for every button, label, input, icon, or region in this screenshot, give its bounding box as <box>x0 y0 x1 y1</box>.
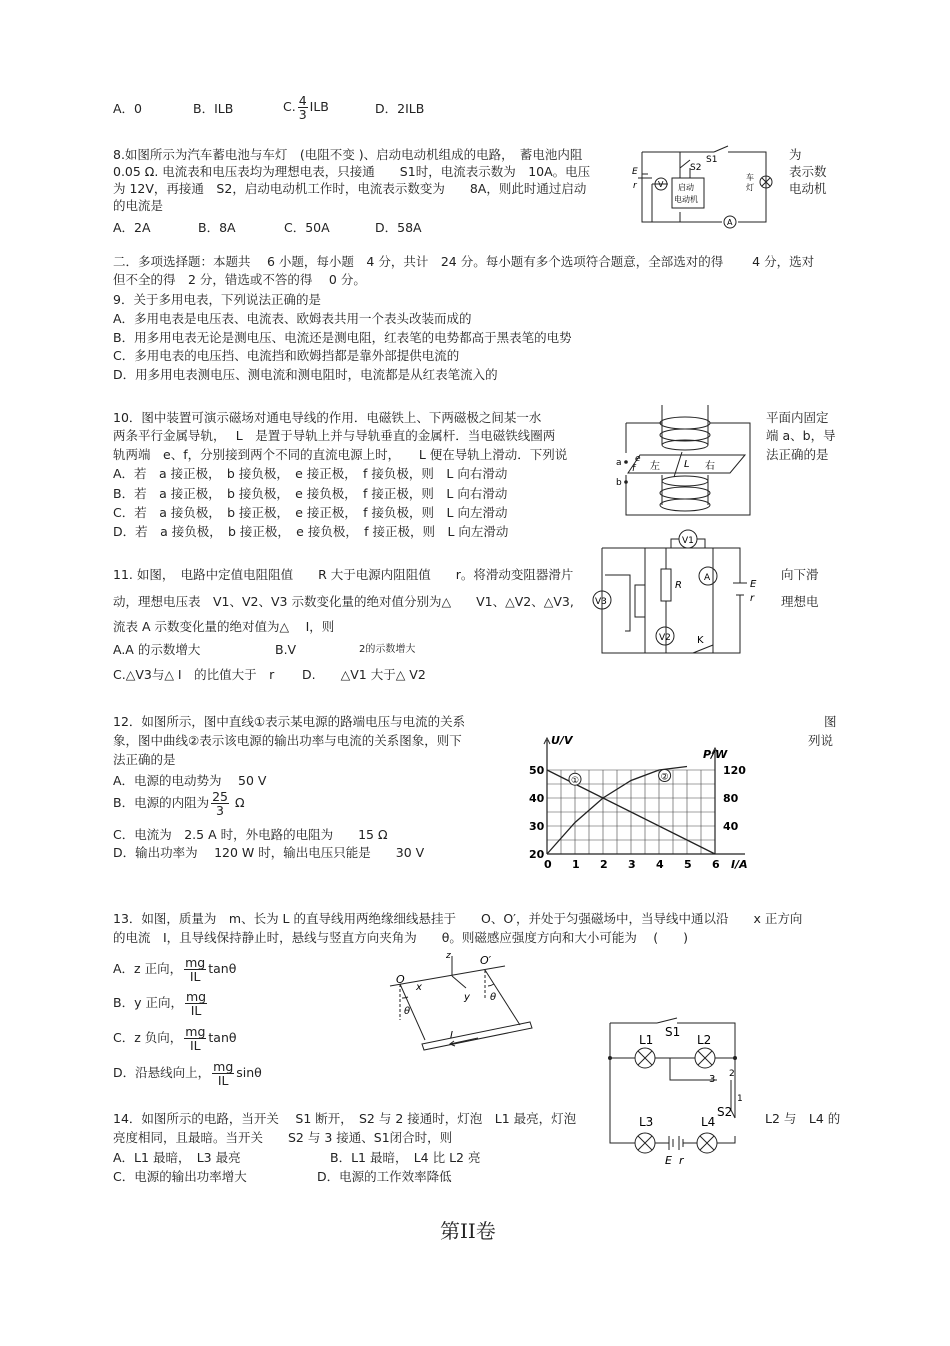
chart-x-label: I/A <box>731 858 748 871</box>
q11-option-d: D. △V1 大于△ V2 <box>302 667 426 682</box>
q13-line-2: 的电流 I，且导线保持静止时，悬线与竖直方向夹角为 θ。则磁感应强度方向和大小可能为 ( ) <box>113 930 689 945</box>
q11-line-1: 11. 如图， 电路中定值电阻阻值 R 大于电源内阻阻值 r。将滑动变阻器滑片 <box>113 567 574 582</box>
section-2-line-1: 二．多项选择题：本题共 6 小题，每小题 4 分，共计 24 分。每小题有多个选项符合题意，全部选对的得 4 分，选对 <box>113 254 815 269</box>
chart-series-2-label: ② <box>660 772 669 783</box>
q13-option-c-fraction: $\frac{mg}{IL}$ <box>185 1024 206 1053</box>
q10-fig-a: a <box>616 458 622 468</box>
q13-option-c: C．z 负向， $\frac{mg}{IL}$ tanθ <box>113 1024 237 1053</box>
q8-fig-r: r <box>633 181 637 191</box>
q10-fig-left: 左 <box>650 461 660 472</box>
q11-circuit-figure <box>585 533 760 661</box>
q10-electromagnet-figure <box>610 405 760 523</box>
chart-x-tick-label: 0 <box>544 858 552 871</box>
q8-fig-motor-2: 电动机 <box>674 195 698 204</box>
q13-option-d: D．沿悬线向上， $\frac{mg}{IL}$ sinθ <box>113 1059 262 1088</box>
chart-y-tick-label: 30 <box>529 820 545 833</box>
q7-option-b: B．ILB <box>193 101 234 116</box>
chart-x-tick-label: 2 <box>600 858 608 871</box>
q13-option-a-fraction: $\frac{mg}{IL}$ <box>185 955 206 984</box>
q11-fig-ammeter: A <box>704 573 711 583</box>
q12-option-b-label: B．电源的内阻为 <box>113 795 210 810</box>
q8-line-2: 0.05 Ω. 电流表和电压表均为理想电表，只接通 S1时，电流表示数为 10A。电压 <box>113 164 591 179</box>
q11-fig-e: E <box>750 579 757 590</box>
section-2-line-2: 但不全的得 2 分，错选或不答的得 0 分。 <box>113 272 366 287</box>
q12-line-1: 12．如图所示，图中直线①表示某电源的路端电压与电流的关系 <box>113 714 466 729</box>
chart-series-1-label: ① <box>571 776 580 787</box>
q11-fig-r: R <box>675 580 682 591</box>
q13-line-1: 13．如图，质量为 m、长为 L 的直导线用两绝缘细线悬挂于 O、O′，并处于匀强磁场中，当导线中通以沿 x 正方向 <box>113 911 803 926</box>
q13-fig-theta-1: θ <box>404 1006 411 1017</box>
q12-option-b-fraction: $\frac{25}{3}$ <box>212 789 228 818</box>
q11-fig-v1: V1 <box>682 536 694 546</box>
q10-right-3: 法正确的是 <box>766 447 829 462</box>
q13-option-b-fraction: $\frac{mg}{IL}$ <box>185 989 207 1018</box>
q14-fig-r: r <box>679 1154 684 1167</box>
q13-fig-x: x <box>416 982 422 993</box>
q14-fig-s1: S1 <box>665 1025 681 1039</box>
chart-y-tick-label: 50 <box>529 764 545 777</box>
chart-x-tick-label: 6 <box>712 858 720 871</box>
q14-fig-e: E <box>665 1154 672 1167</box>
q13-fig-o: O <box>396 973 405 986</box>
q8-line-3: 为 12V，再接通 S2，启动电动机工作时，电流表示数变为 8A，则此时通过启动 <box>113 181 587 196</box>
q10-fig-l: L <box>684 459 690 470</box>
chart-x-tick-label: 4 <box>656 858 664 871</box>
q11-fig-v2: V2 <box>659 633 671 643</box>
q7-option-d: D．2ILB <box>375 101 425 116</box>
q10-right-2: 端 a、b，导 <box>766 428 836 443</box>
chart-y-tick-label: 40 <box>529 792 545 805</box>
q14-option-d: D．电源的工作效率降低 <box>317 1169 452 1184</box>
q8-fig-motor-1: 启动 <box>678 183 694 192</box>
q8-line-1: 8.如图所示为汽车蓄电池与车灯 (电阻不变 )、启动电动机组成的电路， 蓄电池内阻 <box>113 147 583 162</box>
q12-line-2: 象，图中曲线②表示该电源的输出功率与电流的关系图象，则下 <box>113 733 462 748</box>
q13-option-a: A．z 正向， $\frac{mg}{IL}$ tanθ <box>113 955 237 984</box>
q8-right-1: 为 <box>789 147 802 162</box>
section-title: 第II卷 <box>440 1219 496 1243</box>
q14-fig-l3: L3 <box>639 1115 654 1129</box>
q14-circuit-figure <box>605 1018 745 1168</box>
q8-fig-lamp-1: 车 <box>746 173 754 182</box>
q8-fig-ammeter: A <box>727 218 733 227</box>
q12-right-2: 列说 <box>808 733 834 748</box>
q11-option-b: B.V <box>275 642 297 657</box>
q12-right-1: 图 <box>824 714 837 729</box>
q14-fig-l1: L1 <box>639 1033 654 1047</box>
q9-stem: 9．关于多用电表，下列说法正确的是 <box>113 292 321 307</box>
q12-line-3: 法正确的是 <box>113 752 176 767</box>
q14-option-c: C．电源的输出功率增大 <box>113 1169 247 1184</box>
q8-fig-e: E <box>632 167 638 177</box>
chart-x-tick-label: 3 <box>628 858 636 871</box>
q10-line-1: 10．图中装置可演示磁场对通电导线的作用．电磁铁上、下两磁极之间某一水 <box>113 410 542 425</box>
q10-fig-b: b <box>616 478 622 488</box>
q10-fig-f: f <box>632 464 636 474</box>
q11-fig-k: K <box>697 635 704 646</box>
chart-y-label: U/V <box>551 734 573 747</box>
q12-option-a: A．电源的电动势为 50 V <box>113 773 267 788</box>
q9-option-c: C．多用电表的电压挡、电流挡和欧姆挡都是靠外部提供电流的 <box>113 348 460 363</box>
q11-line-3: 流表 A 示数变化量的绝对值为△ I，则 <box>113 619 335 634</box>
q8-line-4: 的电流是 <box>113 198 164 213</box>
q14-line-2: 亮度相同，且最暗。当开关 S2 与 3 接通、S1闭合时，则 <box>113 1130 453 1145</box>
q8-fig-s2: S2 <box>690 163 702 173</box>
q8-option-d: D．58A <box>375 220 422 235</box>
q7-option-c-label: C. <box>283 99 296 114</box>
chart-x-tick-label: 1 <box>572 858 580 871</box>
q11-option-c: C.△V3与△ I 的比值大于 r <box>113 667 275 682</box>
q12-option-d: D．输出功率为 120 W 时，输出电压只能是 30 V <box>113 845 425 860</box>
chart-y2-tick-label: 40 <box>723 820 739 833</box>
q9-option-b: B．用多用电表无论是测电压、电流还是测电阻，红表笔的电势都高于黑表笔的电势 <box>113 330 572 345</box>
q7-fraction: $\frac{4}{3}$ <box>298 93 307 122</box>
q10-option-c: C．若 a 接负极， b 接正极， e 接正极， f 接负极，则 L 向左滑动 <box>113 505 508 520</box>
q11-line-2: 动，理想电压表 V1、V2、V3 示数变化量的绝对值分别为△ V1、△V2、△V3, <box>113 594 574 609</box>
q14-fig-l2: L2 <box>697 1033 712 1047</box>
q11-option-a: A.A 的示数增大 <box>113 642 201 657</box>
chart-y-tick-label: 20 <box>529 848 545 861</box>
q14-fig-terminal-2: 2 <box>729 1069 735 1079</box>
q14-fig-l4: L4 <box>701 1115 716 1129</box>
q8-fig-lamp-2: 灯 <box>746 183 754 192</box>
q11-fig-internal-r: r <box>750 593 755 604</box>
q14-option-a: A．L1 最暗， L3 最亮 <box>113 1150 241 1165</box>
q10-right-1: 平面内固定 <box>766 410 829 425</box>
q8-right-3: 电动机 <box>789 181 827 196</box>
q14-fig-s2: S2 <box>717 1105 733 1119</box>
q12-option-c: C．电流为 2.5 A 时，外电路的电阻为 15 Ω <box>113 827 388 842</box>
q14-option-b: B．L1 最暗， L4 比 L2 亮 <box>330 1150 481 1165</box>
q13-option-b: B．y 正向， $\frac{mg}{IL}$ <box>113 989 207 1018</box>
chart-x-tick-label: 5 <box>684 858 692 871</box>
q7-option-c: C. $\frac{4}{3}$ ILB <box>283 93 329 122</box>
q7-option-a: A．0 <box>113 101 143 116</box>
chart-y2-label: P/W <box>703 748 728 761</box>
q13-fig-y: y <box>464 992 470 1003</box>
q9-option-d: D．用多用电表测电压、测电流和测电阻时，电流都是从红表笔流入的 <box>113 367 498 382</box>
q8-fig-voltmeter: V <box>658 180 664 189</box>
q8-circuit-figure <box>628 140 778 235</box>
q10-line-3: 轨两端 e、f，分别接到两个不同的直流电源上时， L 便在导轨上滑动．下列说 <box>113 447 568 462</box>
q11-right-2: 理想电 <box>781 594 819 609</box>
q10-option-b: B．若 a 接正极， b 接负极， e 接负极， f 接正极，则 L 向右滑动 <box>113 486 508 501</box>
q11-option-b-tail: 2的示数增大 <box>359 644 416 655</box>
q8-right-2: 表示数 <box>789 164 827 179</box>
q13-fig-o-prime: O′ <box>480 954 492 967</box>
q13-fig-z: z <box>446 951 451 961</box>
chart-y2-tick-label: 80 <box>723 792 739 805</box>
q14-fig-terminal-3: 3 <box>709 1074 716 1085</box>
q13-option-d-fraction: $\frac{mg}{IL}$ <box>213 1059 234 1088</box>
q13-wire-figure <box>380 950 540 1050</box>
q11-fig-v3: V3 <box>595 597 607 607</box>
q10-fig-right: 右 <box>705 461 715 472</box>
q12-option-b: B．电源的内阻为 $\frac{25}{3}$ Ω <box>113 789 245 818</box>
q13-fig-theta-2: θ <box>490 992 497 1003</box>
q10-option-a: A．若 a 接正极， b 接负极， e 接正极， f 接负极，则 L 向右滑动 <box>113 466 508 481</box>
q8-option-b: B．8A <box>198 220 236 235</box>
q12-chart <box>525 728 765 870</box>
q9-option-a: A．多用电表是电压表、电流表、欧姆表共用一个表头改装而成的 <box>113 311 472 326</box>
q13-fig-current: I <box>450 1030 453 1041</box>
q10-option-d: D．若 a 接负极， b 接正极， e 接负极， f 接正极，则 L 向左滑动 <box>113 524 509 539</box>
q10-fig-e: e <box>635 454 641 464</box>
chart-y2-tick-label: 120 <box>723 764 746 777</box>
q8-option-c: C．50A <box>284 220 330 235</box>
q10-line-2: 两条平行金属导轨， L 是置于导轨上并与导轨垂直的金属杆．当电磁铁线圈两 <box>113 428 556 443</box>
q8-option-a: A．2A <box>113 220 151 235</box>
q14-fig-terminal-1: 1 <box>737 1094 743 1104</box>
q14-right: L2 与 L4 的 <box>765 1111 841 1126</box>
q8-fig-s1: S1 <box>706 155 718 165</box>
q11-right-1: 向下滑 <box>781 567 819 582</box>
q14-line-1: 14．如图所示的电路，当开关 S1 断开， S2 与 2 接通时，灯泡 L1 最亮，灯泡 <box>113 1111 577 1126</box>
